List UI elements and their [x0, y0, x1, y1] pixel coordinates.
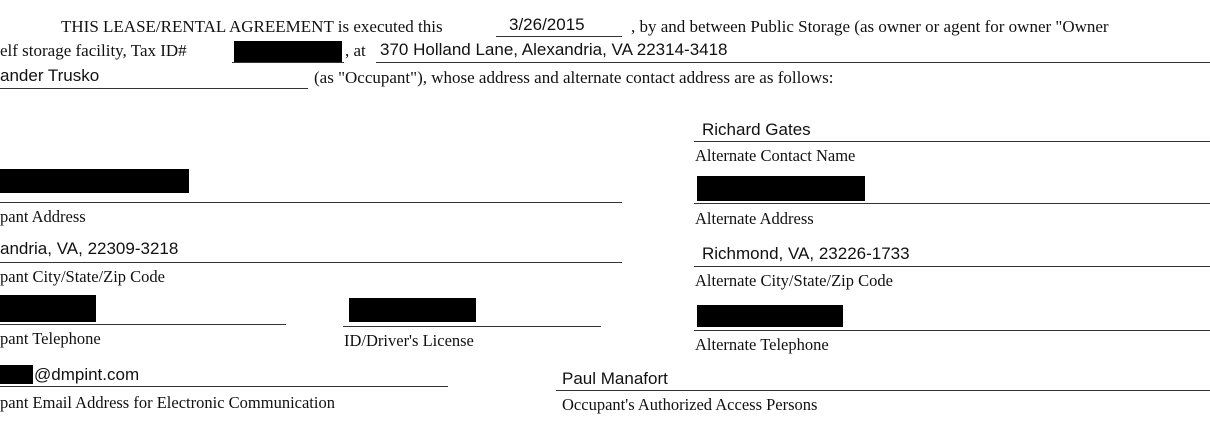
occupant-email-value: @dmpint.com [34, 365, 140, 384]
execution-date: 3/26/2015 [509, 15, 585, 34]
authorized-persons-label: Occupant's Authorized Access Persons [562, 395, 818, 414]
alternate-address-line [694, 203, 1210, 204]
occupant-name-underline [0, 88, 308, 89]
intro-line1-start: THIS LEASE/RENTAL AGREEMENT is executed this [61, 17, 443, 36]
occupant-email-label: pant Email Address for Electronic Communication [0, 393, 335, 412]
occupant-telephone-line [0, 324, 286, 325]
date-underline [496, 36, 622, 37]
occupant-address-redaction [0, 169, 189, 193]
occupant-address-line [0, 202, 622, 203]
tax-id-redaction [234, 41, 342, 62]
alternate-telephone-line [694, 330, 1210, 331]
occupant-city-label: pant City/State/Zip Code [0, 267, 165, 286]
alternate-name-line [694, 141, 1210, 142]
tax-id-underline [232, 62, 344, 63]
authorized-persons-line [556, 390, 1210, 391]
facility-address: 370 Holland Lane, Alexandria, VA 22314-3418 [380, 40, 728, 59]
alternate-city-label: Alternate City/State/Zip Code [695, 271, 893, 290]
alternate-telephone-redaction [697, 305, 843, 327]
occupant-city-line [0, 262, 622, 263]
occupant-city-value: andria, VA, 22309-3218 [0, 239, 179, 258]
alternate-name-value: Richard Gates [702, 120, 811, 139]
intro-line3-end: (as "Occupant"), whose address and alternate contact address are as follows: [314, 68, 834, 87]
alternate-telephone-label: Alternate Telephone [695, 335, 829, 354]
alternate-address-label: Alternate Address [695, 209, 814, 228]
id-license-line [343, 326, 601, 327]
intro-line2-at: , at [345, 41, 366, 60]
facility-address-underline [376, 62, 1210, 63]
occupant-email-line [0, 386, 448, 387]
id-license-redaction [349, 298, 476, 322]
alternate-address-redaction [697, 176, 865, 201]
alternate-name-label: Alternate Contact Name [695, 146, 856, 165]
email-redaction [0, 365, 33, 384]
alternate-city-line [694, 266, 1210, 267]
occupant-name: ander Trusko [0, 66, 100, 85]
occupant-telephone-redaction [0, 295, 96, 322]
authorized-persons-value: Paul Manafort [562, 369, 668, 388]
occupant-address-label: pant Address [0, 207, 86, 226]
id-license-label: ID/Driver's License [344, 331, 474, 350]
intro-line1-end: , by and between Public Storage (as owner or agent for owner "Owner [631, 17, 1109, 36]
intro-line2-start: elf storage facility, Tax ID# [0, 41, 187, 60]
alternate-city-value: Richmond, VA, 23226-1733 [702, 244, 910, 263]
occupant-telephone-label: pant Telephone [0, 329, 101, 348]
